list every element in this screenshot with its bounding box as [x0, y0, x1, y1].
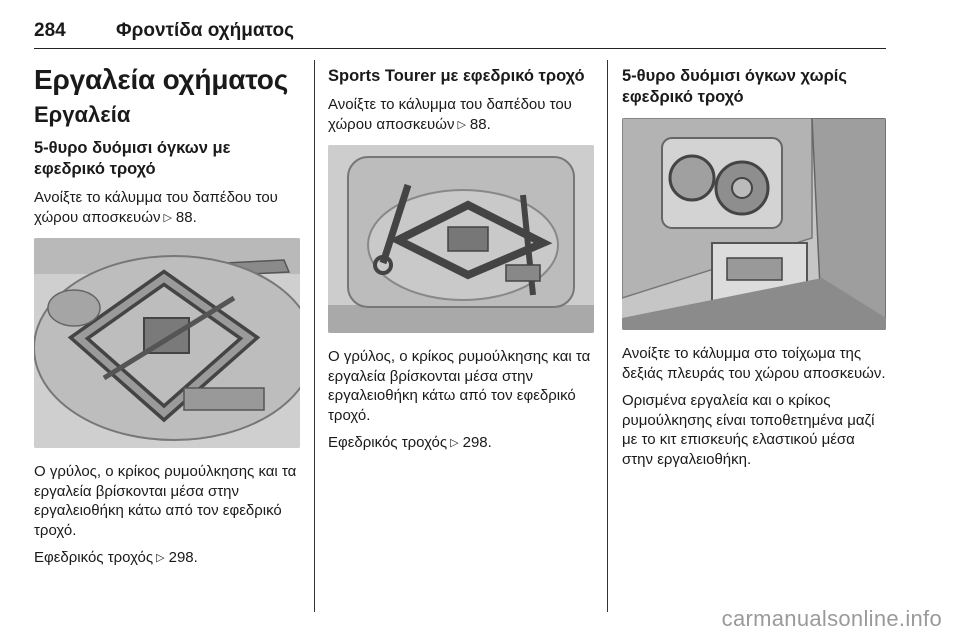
page-header: [34, 0, 886, 49]
jack-toolbox-illustration: [34, 238, 300, 448]
paragraph: Ορισμένα εργαλεία και ο κρίκος ρυμούλκησης είναι τοποθετημένα μαζί με το κιτ επισκευής ελαστικού μέσα στην εργαλειοθήκη.: [622, 392, 875, 468]
column-1: [34, 54, 300, 577]
chapter-title: Φροντίδα οχήματος: [116, 20, 294, 41]
topic-heading: 5-θυρο δυόμισι όγκων χωρίς εφεδρικό τροχό: [622, 67, 847, 106]
paragraph: Ανοίξτε το κάλυμμα του δαπέδου του χώρου αποσκευών▷ 88.: [328, 95, 594, 135]
topic-heading: Sports Tourer με εφεδρικό τροχό: [328, 67, 585, 85]
column-3: [622, 54, 886, 477]
page-reference[interactable]: ▷ 88.: [160, 209, 196, 226]
column-2: [328, 54, 594, 462]
paragraph: Ανοίξτε το κάλυμμα του δαπέδου του χώρου αποσκευών▷ 88.: [34, 188, 300, 228]
column-divider: [607, 60, 608, 612]
paragraph: Ανοίξτε το κάλυμμα στο τοίχωμα της δεξιάς πλευράς του χώρου αποσκευών.: [622, 345, 886, 382]
sports-tourer-jack-illustration: [328, 145, 594, 333]
figure-sports-tourer-jack: [328, 145, 594, 333]
page-reference[interactable]: ▷ 298.: [447, 434, 492, 451]
page-number: 284: [34, 20, 66, 41]
column-divider: [314, 60, 315, 612]
subsection-title: Εργαλεία: [34, 102, 131, 127]
page-reference[interactable]: ▷ 88.: [454, 116, 490, 133]
figure-side-compartment: [622, 118, 886, 330]
watermark: carmanualsonline.info: [721, 606, 942, 631]
figure-jack-toolbox: [34, 238, 300, 448]
page-reference[interactable]: ▷ 298.: [153, 549, 198, 566]
topic-heading: 5-θυρο δυόμισι όγκων με εφεδρικό τροχό: [34, 139, 231, 178]
paragraph: Εφεδρικός τροχός▷ 298.: [328, 433, 594, 454]
paragraph: Εφεδρικός τροχός▷ 298.: [34, 548, 300, 569]
paragraph: Ο γρύλος, ο κρίκος ρυμούλκησης και τα εργαλεία βρίσκονται μέσα στην εργαλειοθήκη κάτω από τον εφεδρικό τροχό.: [328, 348, 591, 424]
side-compartment-illustration: [622, 118, 886, 330]
section-title: Εργαλεία οχήματος: [34, 64, 289, 95]
paragraph: Ο γρύλος, ο κρίκος ρυμούλκησης και τα εργαλεία βρίσκονται μέσα στην εργαλειοθήκη κάτω από τον εφεδρικό τροχό.: [34, 463, 297, 539]
